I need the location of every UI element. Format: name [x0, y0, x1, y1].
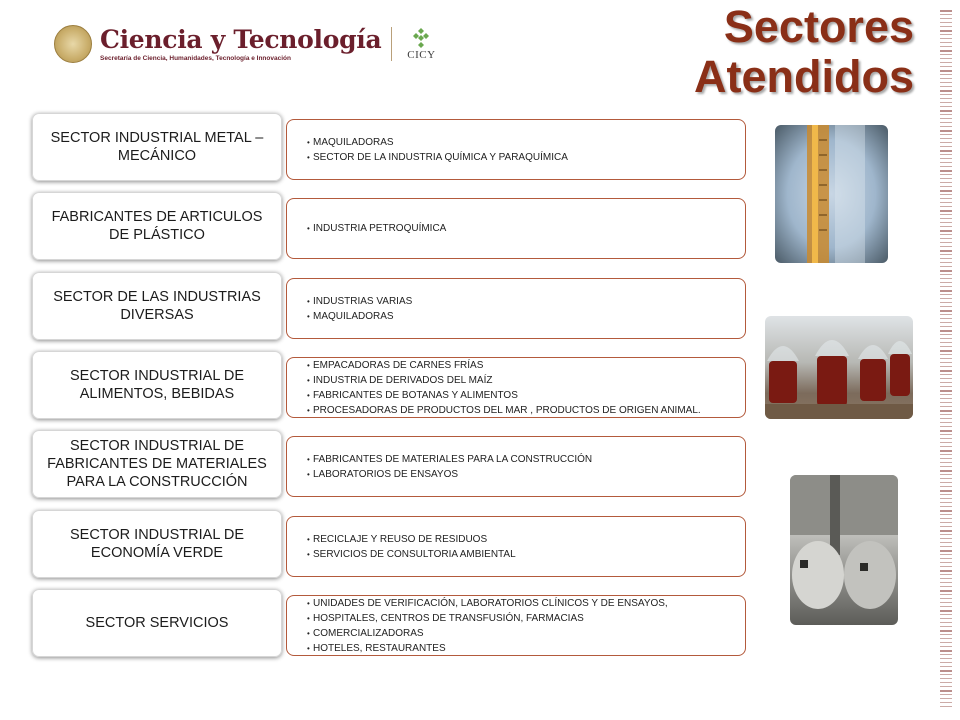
detail-box-diversas — [286, 278, 746, 339]
list-item: • SERVICIOS DE CONSULTORIA AMBIENTAL — [313, 547, 745, 562]
sector-name: FABRICANTES DE ARTICULOS DE PLÁSTICO — [51, 209, 263, 243]
list-item: • FABRICANTES DE MATERIALES PARA LA CONSTRUCCIÓN — [313, 452, 745, 467]
page-title-line2: Atendidos — [694, 51, 914, 102]
sector-name: SECTOR INDUSTRIAL METAL – MECÁNICO — [50, 130, 264, 164]
header-logo — [54, 24, 440, 64]
list-item: • INDUSTRIA DE DERIVADOS DEL MAÍZ — [313, 373, 745, 388]
sector-name: SECTOR INDUSTRIAL DE ALIMENTOS, BEBIDAS — [69, 368, 245, 402]
list-item: • INDUSTRIA PETROQUÍMICA — [313, 221, 745, 236]
brand-divider — [391, 27, 392, 61]
detail-box-construccion — [286, 436, 746, 497]
sector-name: SECTOR INDUSTRIAL DE ECONOMÍA VERDE — [69, 527, 245, 561]
detail-box-plastico — [286, 198, 746, 259]
list-item: • HOTELES, RESTAURANTES — [313, 641, 745, 656]
sector-box-plastico — [32, 192, 282, 260]
sector-box-construccion — [32, 430, 282, 498]
cicy-leaf-icon — [409, 27, 433, 49]
list-item: • RECICLAJE Y REUSO DE RESIDUOS — [313, 532, 745, 547]
brand-title: Ciencia y Tecnología — [100, 24, 382, 54]
page-title-line1: Sectores — [723, 1, 914, 52]
list-item: • MAQUILADORAS — [313, 135, 745, 150]
detail-box-alimentos — [286, 357, 746, 418]
sector-name: SECTOR SERVICIOS — [85, 615, 229, 631]
sector-box-diversas — [32, 272, 282, 340]
thermometer-photo — [775, 125, 888, 263]
page-title — [694, 2, 914, 102]
sector-name: SECTOR INDUSTRIAL DE FABRICANTES DE MATERIALES PARA LA CONSTRUCCIÓN — [47, 438, 267, 490]
list-item: • UNIDADES DE VERIFICACIÓN, LABORATORIOS CLÍNICOS Y DE ENSAYOS, — [313, 596, 745, 611]
list-item: • INDUSTRIAS VARIAS — [313, 294, 745, 309]
list-item: • MAQUILADORAS — [313, 309, 745, 324]
list-item: • SECTOR DE LA INDUSTRIA QUÍMICA Y PARAQUÍMICA — [313, 150, 745, 165]
sector-box-metal-mecanico — [32, 113, 282, 181]
cicy-label: CICY — [407, 49, 436, 61]
list-item: • LABORATORIOS DE ENSAYOS — [313, 467, 745, 482]
sector-box-servicios — [32, 589, 282, 657]
sector-box-economia-verde — [32, 510, 282, 578]
list-item: • EMPACADORAS DE CARNES FRÍAS — [313, 358, 745, 373]
sector-name: SECTOR DE LAS INDUSTRIAS DIVERSAS — [53, 289, 261, 323]
detail-box-servicios — [286, 595, 746, 656]
decorative-ruler — [940, 10, 952, 710]
list-item: • COMERCIALIZADORAS — [313, 626, 745, 641]
list-item: • FABRICANTES DE BOTANAS Y ALIMENTOS — [313, 388, 745, 403]
detail-box-metal-mecanico — [286, 119, 746, 180]
cicy-logo — [402, 27, 440, 61]
detail-box-economia-verde — [286, 516, 746, 577]
mexico-seal-icon — [54, 25, 92, 63]
list-item: • HOSPITALES, CENTROS DE TRANSFUSIÓN, FARMACIAS — [313, 611, 745, 626]
steel-equipment-photo — [790, 475, 898, 625]
list-item: • PROCESADORAS DE PRODUCTOS DEL MAR , PRODUCTOS DE ORIGEN ANIMAL. — [313, 403, 745, 418]
sector-box-alimentos — [32, 351, 282, 419]
brand-text — [100, 24, 382, 62]
bell-jars-photo — [765, 316, 913, 419]
brand-subtitle: Secretaría de Ciencia, Humanidades, Tecnología e Innovación — [100, 54, 291, 62]
